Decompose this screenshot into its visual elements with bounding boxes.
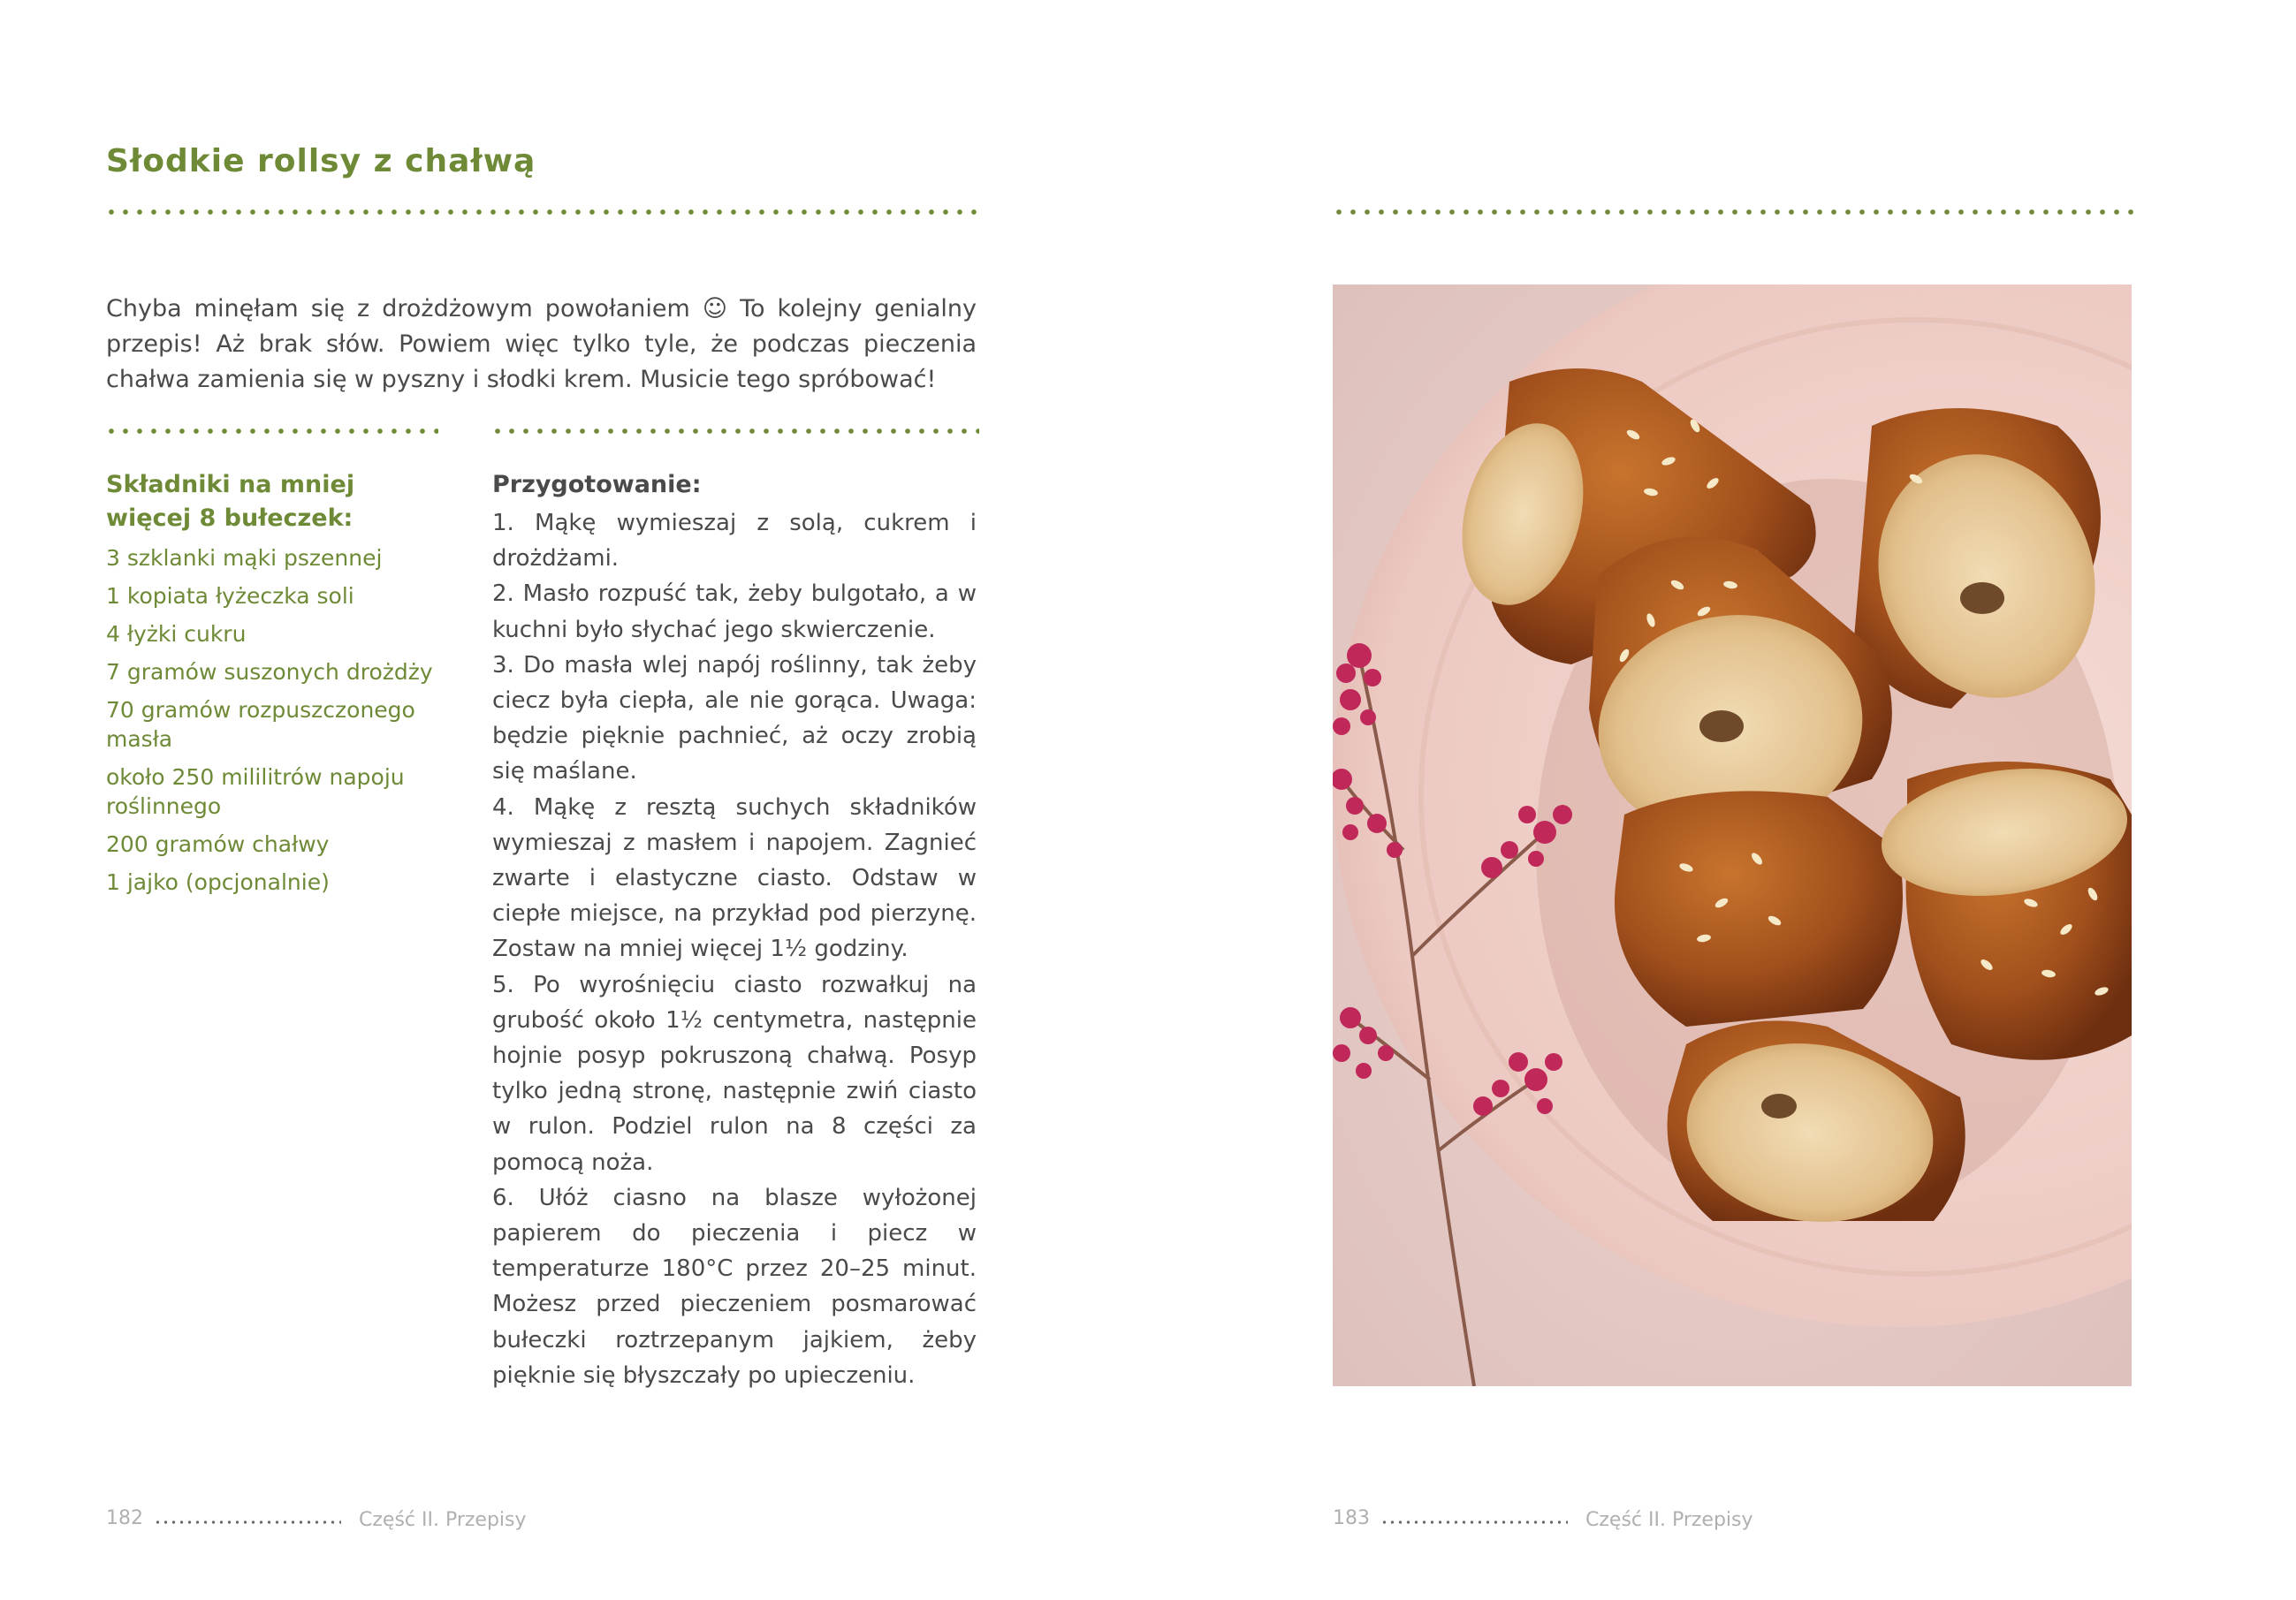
section-label: Część II. Przepisy	[1585, 1509, 1753, 1531]
preparation-step: 5. Po wyrośnięciu ciasto rozwałkuj na grubość około 1½ centymetra, następnie hojnie posyp pokruszoną chałwą. Posyp tylko jedną stronę, następnie zwiń ciasto w rulon. Podziel rulon na 8 części za pomocą noża.	[492, 971, 977, 1176]
ingredient-item: 4 łyżki cukru	[106, 621, 247, 647]
page-number: 183	[1333, 1507, 1370, 1529]
ingredient-item: 70 gramów rozpuszczonego masła	[106, 697, 415, 752]
title-divider	[104, 209, 979, 216]
ingredient-item: około 250 mililitrów napoju roślinnego	[106, 764, 405, 819]
recipe-title: Słodkie rollsy z chałwą	[106, 143, 536, 179]
ingredient-item: 1 kopiata łyżeczka soli	[106, 583, 354, 609]
ingredient-item: 3 szklanki mąki pszennej	[106, 545, 383, 571]
page-number: 182	[106, 1507, 143, 1529]
section-label: Część II. Przepisy	[359, 1509, 527, 1531]
preparation-divider	[490, 428, 979, 435]
preparation-heading: Przygotowanie:	[492, 471, 702, 498]
ingredient-item: 200 gramów chałwy	[106, 831, 330, 857]
recipe-intro: Chyba minęłam się z drożdżowym powołaniem ☺ To kolejny genialny przepis! Aż brak słów. Powiem więc tylko tyle, że podczas pieczenia chałwa zamienia się w pyszny i słodki krem. Musicie tego spróbować!	[106, 295, 977, 393]
preparation-steps	[492, 505, 977, 1393]
preparation-step: 6. Ułóż ciasno na blasze wyłożonej papierem do pieczenia i piecz w temperaturze 180°C przez 20–25 minut. Możesz przed pieczeniem posmarować bułeczki roztrzepanym jajkiem, żeby pięknie się błyszczały po upieczeniu.	[492, 1184, 977, 1389]
ingredients-list	[106, 543, 442, 906]
footer-divider	[154, 1520, 341, 1524]
recipe-photo	[1333, 284, 2132, 1386]
bun-middle-left	[1615, 791, 1903, 1027]
footer-divider	[1380, 1520, 1568, 1524]
preparation-step: 1. Mąkę wymieszaj z solą, cukrem i drożdżami.	[492, 510, 977, 573]
ingredients-divider	[104, 428, 438, 435]
preparation-step: 4. Mąkę z resztą suchych składników wymieszaj z masłem i napojem. Zagnieć zwarte i elastyczne ciasto. Odstaw w ciepłe miejsce, na przykład pod pierzynę. Zostaw na mniej więcej 1½ godziny.	[492, 793, 977, 963]
preparation-step: 3. Do masła wlej napój roślinny, tak żeby ciecz była ciepła, ale nie gorąca. Uwaga: będzie pięknie pachnieć, aż oczy zrobią się maślane.	[492, 651, 977, 785]
ingredient-item: 7 gramów suszonych drożdży	[106, 659, 433, 685]
photo-divider	[1332, 209, 2136, 216]
preparation-step: 2. Masło rozpuść tak, żeby bulgotało, a w kuchni było słychać jego skwierczenie.	[492, 580, 977, 643]
ingredient-item: 1 jajko (opcjonalnie)	[106, 869, 330, 895]
right-page	[1148, 0, 2296, 1600]
ingredients-heading: Składniki na mniej więcej 8 bułeczek:	[106, 471, 355, 532]
